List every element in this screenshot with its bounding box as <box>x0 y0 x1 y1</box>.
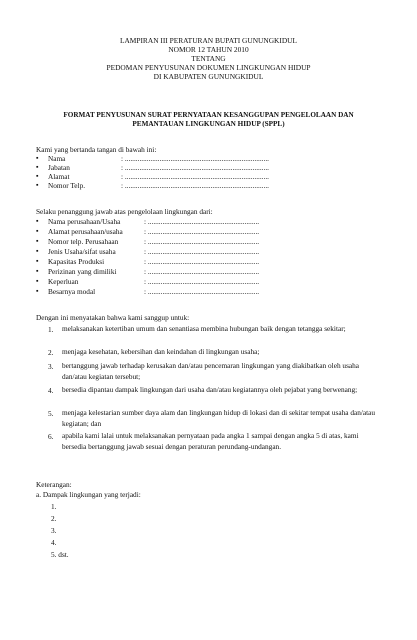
bullet-icon: ▪ <box>36 154 39 162</box>
document-title-line-1: FORMAT PENYUSUNAN SURAT PERNYATAAN KESANGGUPAN PENGELOLAAN DAN <box>63 111 354 119</box>
header-line-5: DI KABUPATEN GUNUNGKIDUL <box>153 72 264 81</box>
notes-item: 3. <box>51 526 57 535</box>
field-blank: : ............................................................. <box>144 277 260 286</box>
item-number: 2. <box>48 348 54 357</box>
notes-item: 4. <box>51 538 57 547</box>
header-line-3: TENTANG <box>191 54 226 63</box>
item-number: 3. <box>48 362 54 371</box>
field-blank: : ............................................................. <box>144 227 260 236</box>
item-text: bertanggung jawab terhadap kerusakan dan/atau pencemaran lingkungan yang diakibatkan oleh usaha dan/atau kegiatan tersebut; <box>62 361 360 381</box>
bullet-icon: ▪ <box>36 227 39 235</box>
bullet-icon: ▪ <box>36 237 39 245</box>
item-text: menjaga kesehatan, kebersihan dan keindahan di lingkungan usaha; <box>62 347 260 356</box>
bullet-icon: ▪ <box>36 267 39 275</box>
notes-heading: Keterangan: <box>36 480 72 489</box>
field-label: Jenis Usaha/sifat usaha <box>48 247 116 256</box>
field-blank: : ............................................................. <box>144 237 260 246</box>
item-number: 4. <box>48 386 54 395</box>
field-blank: : ............................................................................... <box>121 154 269 163</box>
bullet-icon: ▪ <box>36 181 39 189</box>
field-blank: : ............................................................. <box>144 287 260 296</box>
field-label: Nomor telp. Perusahaan <box>48 237 119 246</box>
field-label: Nama perusahaan/Usaha <box>48 217 121 226</box>
field-blank: : ............................................................. <box>144 217 260 226</box>
field-blank: : ............................................................. <box>144 267 260 276</box>
bullet-icon: ▪ <box>36 247 39 255</box>
bullet-icon: ▪ <box>36 257 39 265</box>
field-blank: : ............................................................. <box>144 257 260 266</box>
field-label: Besarnya modal <box>48 287 96 296</box>
field-label: Alamat <box>48 172 70 181</box>
item-number: 6. <box>48 432 54 441</box>
field-label: Alamat perusahaan/usaha <box>48 227 123 236</box>
notes-item: 1. <box>51 502 57 511</box>
header-line-4: PEDOMAN PENYUSUNAN DOKUMEN LINGKUNGAN HIDUP <box>106 63 311 72</box>
field-blank: : ............................................................................... <box>121 163 269 172</box>
signer-intro: Kami yang bertanda tangan di bawah ini: <box>36 145 157 154</box>
field-label: Perizinan yang dimiliki <box>48 267 117 276</box>
bullet-icon: ▪ <box>36 217 39 225</box>
item-text: apabila kami lalai untuk melaksanakan pernyataan pada angka 1 sampai dengan angka 5 di atas, kami bersedia bertanggung jawab sesuai dengan peraturan perundang-undangan. <box>62 431 359 451</box>
document-title-line-2: PEMANTAUAN LINGKUNGAN HIDUP (SPPL) <box>132 120 285 128</box>
bullet-icon: ▪ <box>36 172 39 180</box>
bullet-icon: ▪ <box>36 277 39 285</box>
field-label: Nomor Telp. <box>48 181 86 190</box>
item-text: menjaga kelestarian sumber daya alam dan lingkungan hidup di lokasi dan di sekitar tempat usaha dan/atau kegiatan; dan <box>62 408 376 428</box>
field-blank: : ............................................................................... <box>121 172 269 181</box>
notes-subheading: a. Dampak lingkungan yang terjadi: <box>36 490 141 499</box>
header-line-2: NOMOR 12 TAHUN 2010 <box>168 45 249 54</box>
notes-item: 2. <box>51 514 57 523</box>
field-blank: : ............................................................. <box>144 247 260 256</box>
business-intro: Selaku penanggung jawab atas pengelolaan lingkungan dari: <box>36 207 213 216</box>
field-label: Kapasitas Produksi <box>48 257 105 266</box>
bullet-icon: ▪ <box>36 287 39 295</box>
field-label: Jabatan <box>48 163 70 172</box>
field-blank: : ............................................................................... <box>121 181 269 190</box>
notes-item: 5. dst. <box>51 550 69 559</box>
field-label: Nama <box>48 154 66 163</box>
item-number: 5. <box>48 409 54 418</box>
field-label: Keperluan <box>48 277 79 286</box>
statement-intro: Dengan ini menyatakan bahwa kami sanggup untuk: <box>36 313 190 322</box>
header-line-1: LAMPIRAN III PERATURAN BUPATI GUNUNGKIDUL <box>119 36 298 45</box>
item-number: 1. <box>48 325 54 334</box>
item-text: melaksanakan ketertiban umum dan senantiasa membina hubungan baik dengan tetangga sekitar; <box>62 324 346 333</box>
bullet-icon: ▪ <box>36 163 39 171</box>
item-text: bersedia dipantau dampak lingkungan dari usaha dan/atau kegiatannya oleh pejabat yang berwenang; <box>62 385 358 394</box>
